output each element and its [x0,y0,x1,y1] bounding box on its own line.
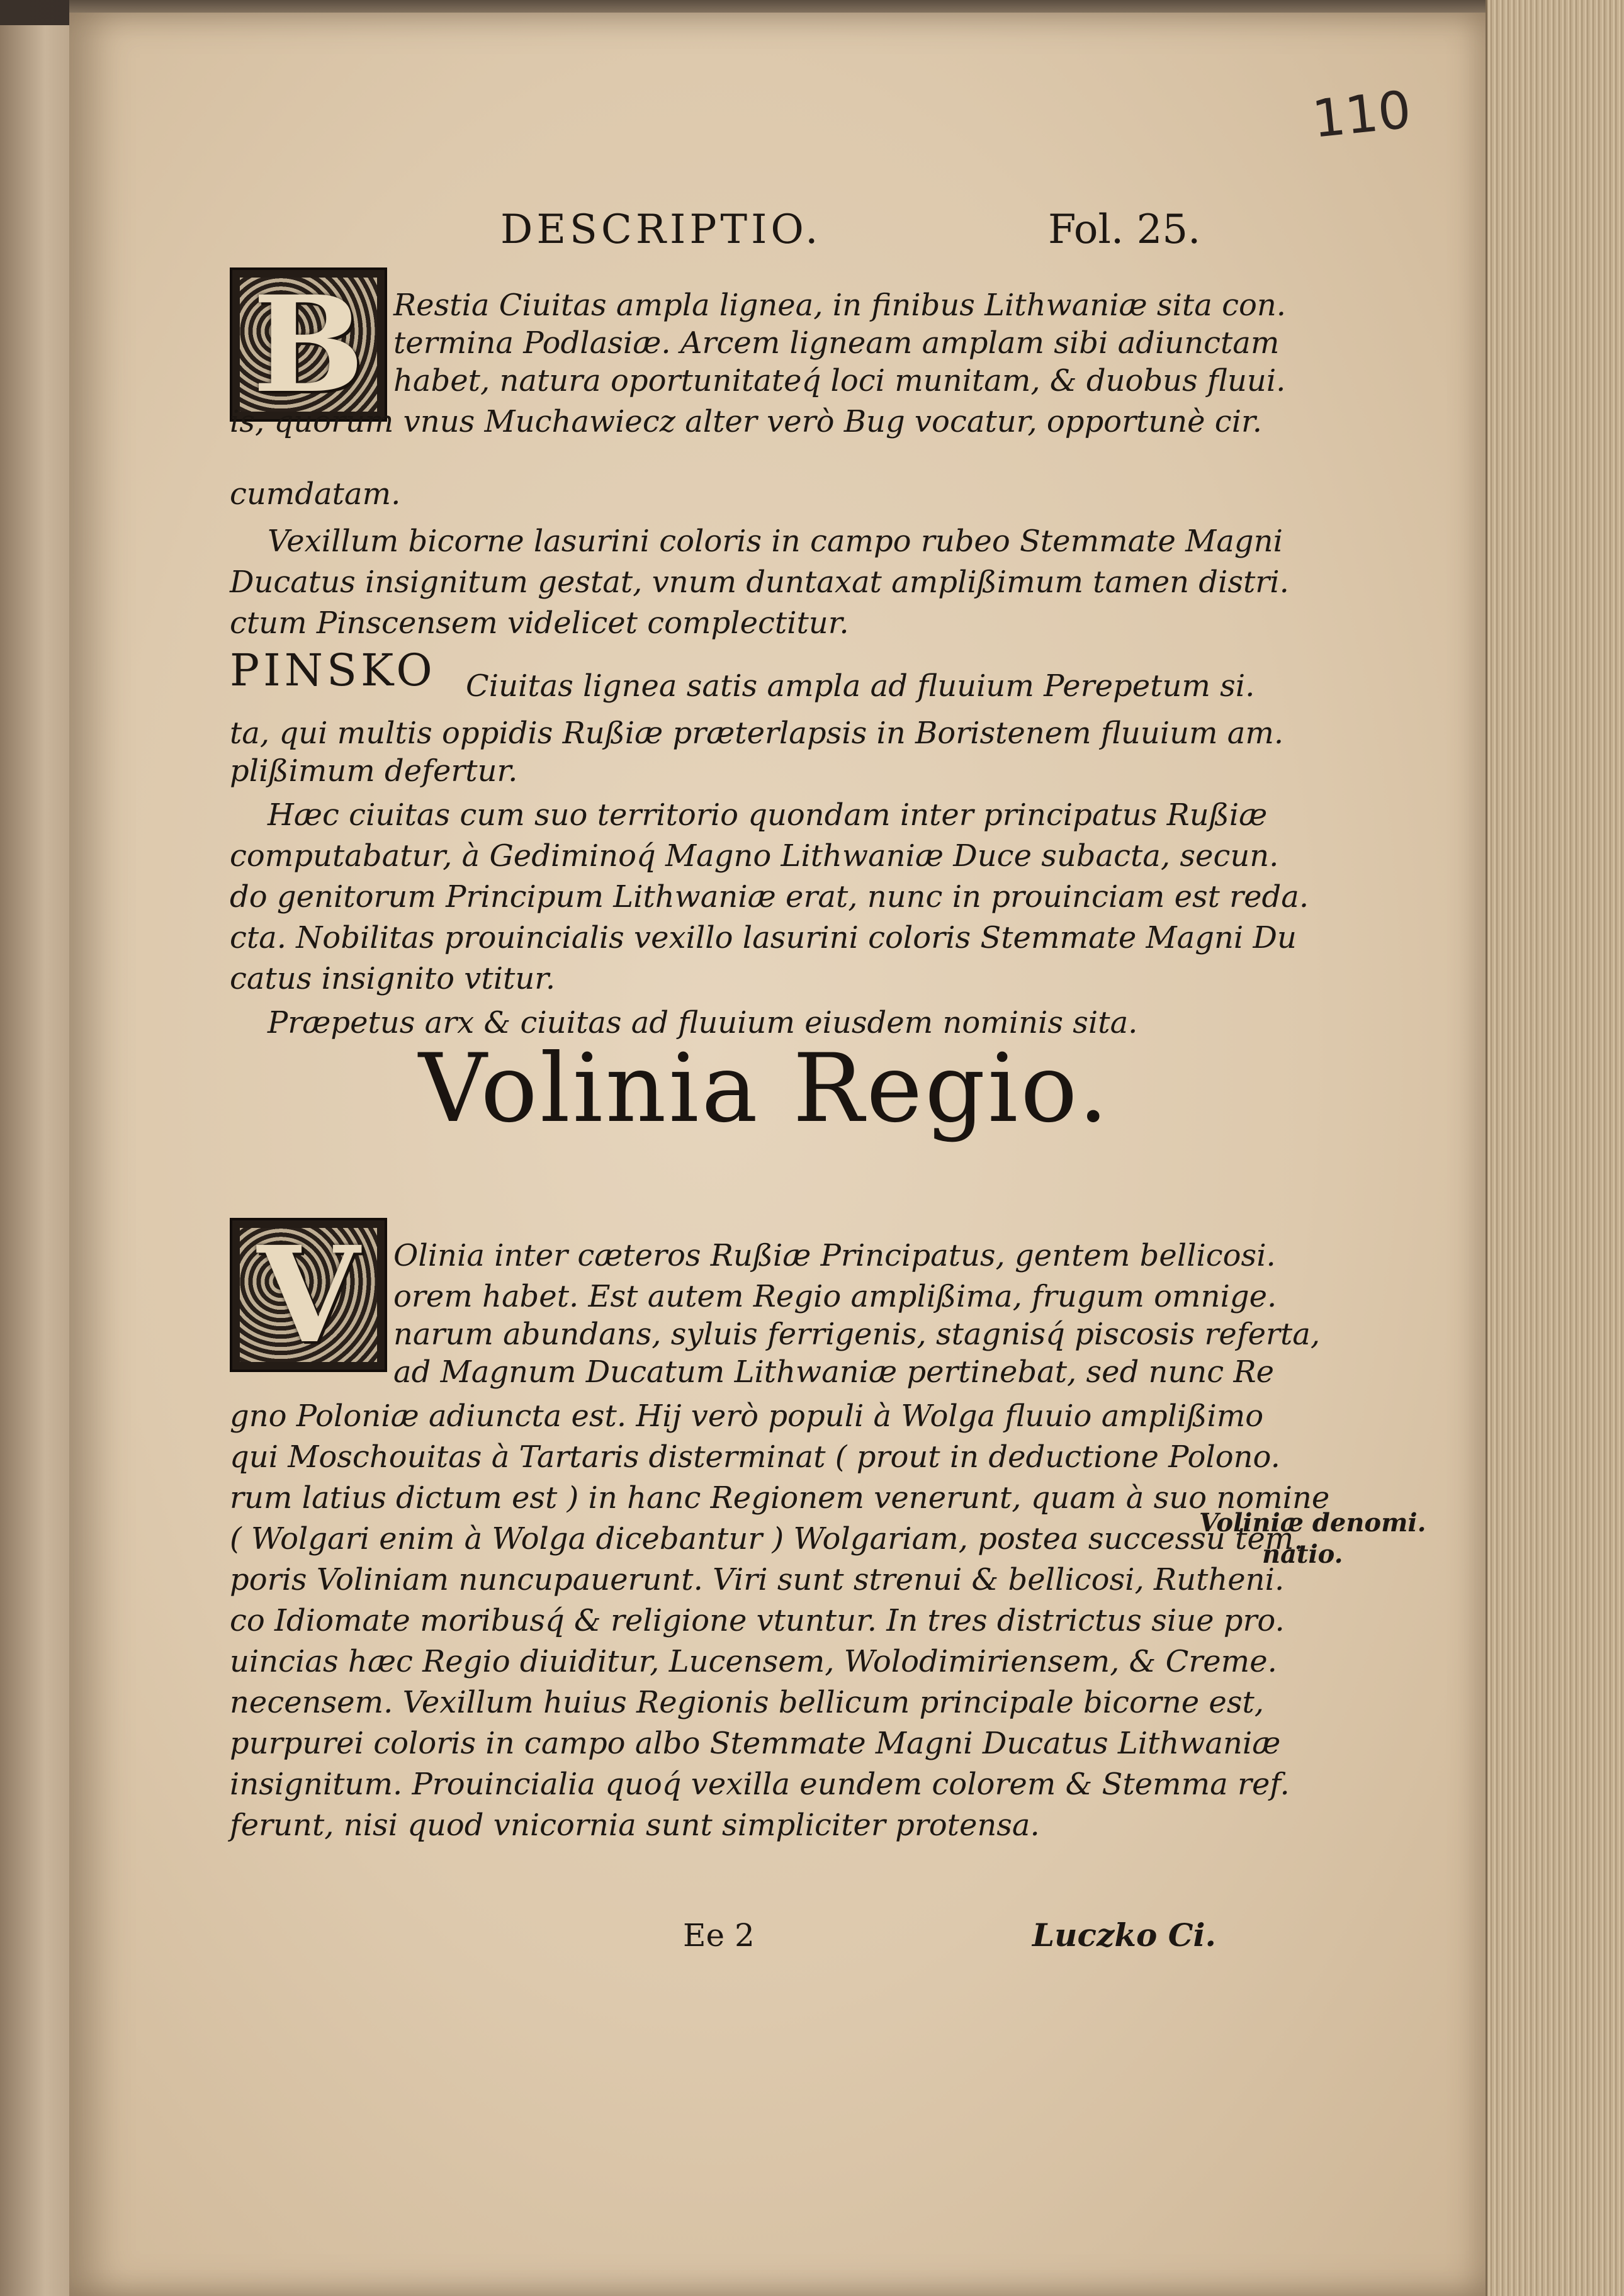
text-line: ( Wolgari enim à Wolga dicebantur ) Wolgariam, postea successu tem. [230,1521,1304,1556]
text-line: orem habet. Est autem Regio amplißima, frugum omnige. [393,1279,1277,1314]
catchword: Luczko Ci. [1032,1916,1216,1954]
margin-note-line: natio. [1262,1539,1343,1569]
text-line: purpurei coloris in campo albo Stemmate Magni Ducatus Lithwaniæ [230,1726,1281,1761]
text-line: Olinia inter cæteros Rußiæ Principatus, gentem bellicosi. [393,1238,1276,1273]
text-line: computabatur, à Gediminoq́ Magno Lithwaniæ Duce subacta, secun. [230,838,1279,874]
text-line: poris Voliniam nuncupauerunt. Viri sunt strenui & bellicosi, Rutheni. [230,1562,1285,1597]
text-line: qui Moschouitas à Tartaris disterminat ( prout in deductione Polono. [230,1439,1280,1475]
text-line: insignitum. Prouincialia quoq́ vexilla eundem colorem & Stemma ref. [230,1767,1290,1802]
decorated-initial-v [230,1218,387,1372]
running-title: DESCRIPTIO. [500,206,822,253]
text-line: is, quorum vnus Muchawiecz alter verò Bug vocatur, opportunè cir. [230,404,1262,439]
text-line: ferunt, nisi quod vnicornia sunt simpliciter protensa. [230,1808,1040,1843]
text-line: Hæc ciuitas cum suo territorio quondam inter principatus Rußiæ [268,797,1268,833]
section-title: Volinia Regio. [419,1034,1111,1144]
text-line: Restia Ciuitas ampla lignea, in finibus Lithwaniæ sita con. [393,288,1287,323]
text-line: ad Magnum Ducatum Lithwaniæ pertinebat, sed nunc Re [393,1354,1274,1390]
text-line: co Idiomate moribusq́ & religione vtuntur. In tres districtus siue pro. [230,1603,1285,1638]
text-line: Ducatus insignitum gestat, vnum duntaxat amplißimum tamen distri. [230,565,1289,600]
page-stack-edges [1486,0,1624,2296]
margin-note-line: Voliniæ denomi. [1199,1508,1426,1538]
text-line: necensem. Vexillum huius Regionis bellicum principale bicorne est, [230,1685,1264,1720]
decorated-initial-b [230,267,387,422]
text-line: catus insignito vtitur. [230,961,556,996]
folio-reference: Fol. 25. [1048,206,1201,253]
facing-page-edge [0,25,78,2296]
text-line: narum abundans, syluis ferrigenis, stagnisq́ piscosis referta, [393,1317,1321,1352]
text-line: ctum Pinscensem videlicet complectitur. [230,605,849,641]
text-line: Ciuitas lignea satis ampla ad fluuium Perepetum si. [466,668,1255,704]
text-line: ta, qui multis oppidis Rußiæ præterlapsis in Boristenem fluuium am. [230,716,1284,751]
text-line: uincias hæc Regio diuiditur, Lucensem, Wolodimiriensem, & Creme. [230,1644,1277,1679]
pinsko-heading: PINSKO [230,644,436,696]
text-line: habet, natura oportunitateq́ loci munitam, & duobus fluui. [393,363,1286,398]
initial-letter: V [257,1217,360,1373]
handwritten-folio-number: 110 [1309,80,1414,150]
text-line: Præpetus arx & ciuitas ad fluuium eiusdem nominis sita. [268,1005,1138,1040]
signature-mark: Ee 2 [683,1917,755,1954]
initial-letter: B [252,267,364,422]
text-line: do genitorum Principum Lithwaniæ erat, nunc in prouinciam est reda. [230,879,1309,914]
text-line: cumdatam. [230,476,401,512]
text-line: termina Podlasiæ. Arcem ligneam amplam sibi adiunctam [393,325,1280,361]
text-line: cta. Nobilitas prouincialis vexillo lasurini coloris Stemmate Magni Du [230,920,1297,955]
text-line: Vexillum bicorne lasurini coloris in campo rubeo Stemmate Magni [268,524,1283,559]
text-line: rum latius dictum est ) in hanc Regionem venerunt, quam à suo nomine [230,1480,1330,1516]
text-line: gno Poloniæ adiuncta est. Hij verò populi à Wolga fluuio amplißimo [230,1398,1264,1434]
text-line: plißimum defertur. [230,753,518,789]
